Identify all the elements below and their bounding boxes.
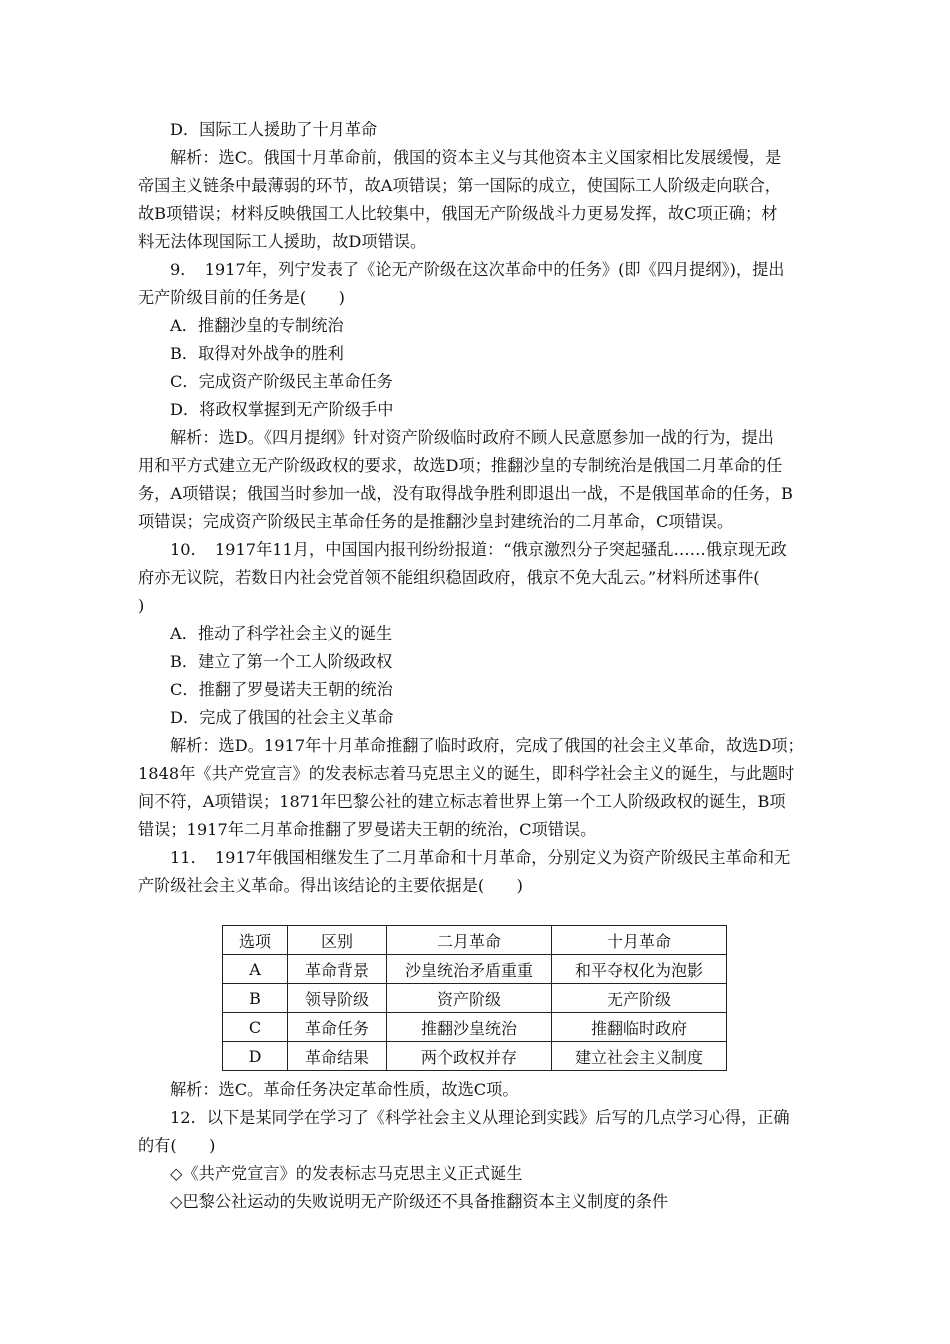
question-9-line1: 9． 1917年，列宁发表了《论无产阶级在这次革命中的任务》(即《四月提纲》)，提出 [170, 260, 785, 279]
analysis-q9-line4: 项错误；完成资产阶级民主革命任务的是推翻沙皇封建统治的二月革命，C项错误。 [138, 512, 734, 531]
option-c-q9: C．完成资产阶级民主革命任务 [170, 372, 393, 391]
analysis-q9-line1: 解析：选D。《四月提纲》针对资产阶级临时政府不顾人民意愿参加一战的行为，提出 [170, 428, 774, 447]
question-11-line2: 产阶级社会主义革命。得出该结论的主要依据是( ) [138, 876, 523, 895]
option-d-q10: D．完成了俄国的社会主义革命 [170, 708, 394, 727]
question-9-line2: 无产阶级目前的任务是( ) [138, 288, 345, 307]
table-cell: D [223, 1042, 288, 1071]
table-cell: 推翻沙皇统治 [387, 1013, 552, 1042]
analysis-q10-line3: 间不符，A项错误；1871年巴黎公社的建立标志着世界上第一个工人阶级政权的诞生，B项 [138, 792, 786, 811]
table-header-row [223, 926, 727, 955]
table-cell: 无产阶级 [552, 984, 727, 1013]
option-b-q10: B．建立了第一个工人阶级政权 [170, 652, 393, 671]
analysis-q10-line2: 1848年《共产党宣言》的发表标志着马克思主义的诞生，即科学社会主义的诞生，与此题时 [138, 764, 795, 783]
table-header-cell: 区别 [288, 926, 387, 955]
table-cell: 和平夺权化为泡影 [552, 955, 727, 984]
question-10-line1: 10． 1917年11月，中国国内报刊纷纷报道：“俄京激烈分子突起骚乱……俄京现无政 [170, 540, 787, 559]
table-cell: 资产阶级 [387, 984, 552, 1013]
table-cell: C [223, 1013, 288, 1042]
analysis-q9-line2: 用和平方式建立无产阶级政权的要求，故选D项；推翻沙皇的专制统治是俄国二月革命的任 [138, 456, 783, 475]
option-b-q9: B．取得对外战争的胜利 [170, 344, 344, 363]
question-10-line2: 府亦无议院，若数日内社会党首领不能组织稳固政府，俄京不免大乱云。”材料所述事件( [138, 568, 760, 587]
table-cell: 革命任务 [288, 1013, 387, 1042]
table-row [223, 1013, 727, 1042]
analysis-q8-line4: 料无法体现国际工人援助，故D项错误。 [138, 232, 427, 251]
analysis-q10-line1: 解析：选D。1917年十月革命推翻了临时政府，完成了俄国的社会主义革命，故选D项； [170, 736, 804, 755]
table-row [223, 984, 727, 1013]
table-row [223, 1042, 727, 1071]
analysis-q11: 解析：选C。革命任务决定革命性质，故选C项。 [170, 1080, 519, 1099]
question-12-line1: 12．以下是某同学在学习了《科学社会主义从理论到实践》后写的几点学习心得，正确 [170, 1108, 790, 1127]
analysis-q8-line2: 帝国主义链条中最薄弱的环节，故A项错误；第一国际的成立，使国际工人阶级走向联合， [138, 176, 781, 195]
statement-2: ◇巴黎公社运动的失败说明无产阶级还不具备推翻资本主义制度的条件 [170, 1192, 669, 1211]
table-cell: 推翻临时政府 [552, 1013, 727, 1042]
option-c-q10: C．推翻了罗曼诺夫王朝的统治 [170, 680, 393, 699]
table-cell: 沙皇统治矛盾重重 [387, 955, 552, 984]
option-a-q10: A．推动了科学社会主义的诞生 [170, 624, 393, 643]
question-10-line3: ) [138, 596, 145, 615]
table-cell: 建立社会主义制度 [552, 1042, 727, 1071]
question-11-line1: 11． 1917年俄国相继发生了二月革命和十月革命，分别定义为资产阶级民主革命和无 [170, 848, 791, 867]
table-cell: 革命背景 [288, 955, 387, 984]
option-a-q9: A．推翻沙皇的专制统治 [170, 316, 344, 335]
analysis-q8-line1: 解析：选C。俄国十月革命前，俄国的资本主义与其他资本主义国家相比发展缓慢，是 [170, 148, 782, 167]
comparison-table [222, 925, 727, 1071]
analysis-q9-line3: 务，A项错误；俄国当时参加一战，没有取得战争胜利即退出一战，不是俄国革命的任务，B [138, 484, 793, 503]
option-d-q8: D．国际工人援助了十月革命 [170, 120, 378, 139]
table-cell: A [223, 955, 288, 984]
table-header-cell: 选项 [223, 926, 288, 955]
table-cell: 两个政权并存 [387, 1042, 552, 1071]
analysis-q10-line4: 错误；1917年二月革命推翻了罗曼诺夫王朝的统治，C项错误。 [138, 820, 597, 839]
table-cell: 革命结果 [288, 1042, 387, 1071]
statement-1: ◇《共产党宣言》的发表标志马克思主义正式诞生 [170, 1164, 523, 1183]
document-body-continued [138, 1076, 818, 1216]
document-body [138, 116, 818, 900]
table-cell: B [223, 984, 288, 1013]
option-d-q9: D．将政权掌握到无产阶级手中 [170, 400, 394, 419]
table-header-cell: 十月革命 [552, 926, 727, 955]
table-row [223, 955, 727, 984]
analysis-q8-line3: 故B项错误；材料反映俄国工人比较集中，俄国无产阶级战斗力更易发挥，故C项正确；材 [138, 204, 778, 223]
table-header-cell: 二月革命 [387, 926, 552, 955]
table-cell: 领导阶级 [288, 984, 387, 1013]
question-12-line2: 的有( ) [138, 1136, 216, 1155]
